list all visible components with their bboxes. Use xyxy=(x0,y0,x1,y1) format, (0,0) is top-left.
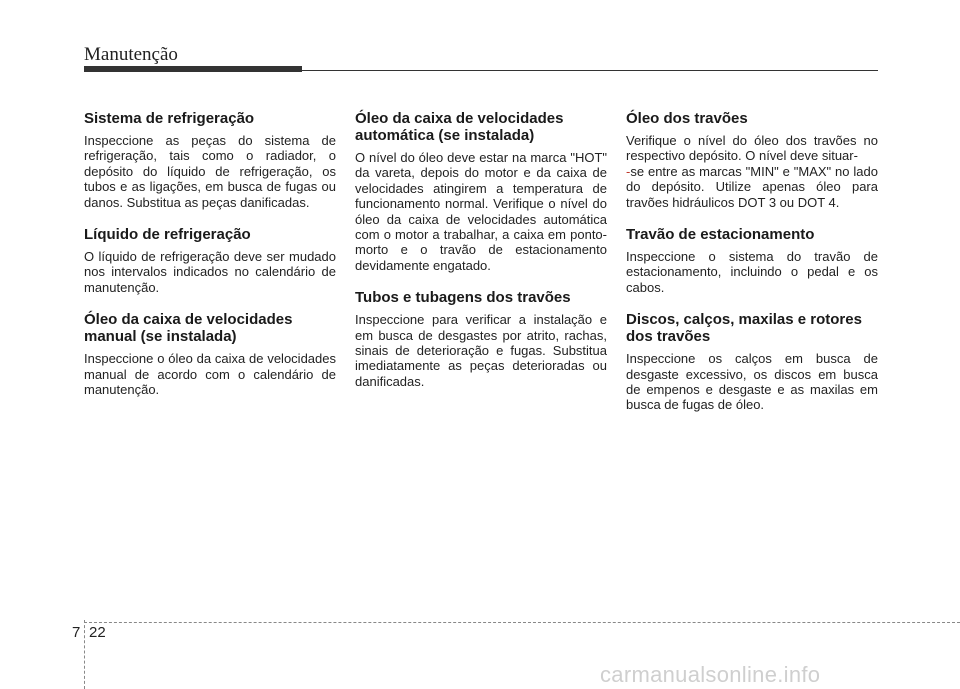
section-title: Tubos e tubagens dos travões xyxy=(355,289,571,307)
section-body: Inspeccione as peças do sistema de refrigeração, tais como o radiador, o depósito do líquido de refrigeração, os tubos e as ligações, em busca de fugas ou danos. Substitua as peças danificadas. xyxy=(84,133,336,210)
page-number: 22 xyxy=(89,624,106,641)
hyphen-mark: - xyxy=(626,163,631,179)
section-body-part-a: Verifique o nível do óleo dos travões no respectivo depósito. O nível deve situar- xyxy=(626,133,878,164)
section-body: O líquido de refrigeração deve ser mudado nos intervalos indicados no calendário de manutenção. xyxy=(84,249,336,295)
section-body: O nível do óleo deve estar na marca "HOT" da vareta, depois do motor e da caixa de velocidades atingirem a temperatura de funcionamento normal. Verifique o nível do óleo da caixa de velocidades automática com o motor a trabalhar, a caixa em ponto-morto e o travão de estacionamento devidamente engatado. xyxy=(355,150,607,273)
page-title: Manutenção xyxy=(84,44,178,65)
section-body: Inspeccione os calços em busca de desgaste excessivo, os discos em busca de empenos e desgaste e as maxilas em busca de fugas de óleo. xyxy=(626,351,878,413)
section-brake-fluid xyxy=(626,110,878,210)
chapter-number: 7 xyxy=(72,624,81,641)
section-body xyxy=(626,133,878,210)
section-title: Líquido de refrigeração xyxy=(84,226,251,244)
header-rule-thick xyxy=(84,66,302,72)
footer-divider xyxy=(84,620,85,689)
section-body: Inspeccione o sistema do travão de estacionamento, incluindo o pedal e os cabos. xyxy=(626,249,878,295)
section-brake-hoses xyxy=(355,289,607,389)
section-manual-transmission-oil xyxy=(84,311,336,397)
column-2 xyxy=(355,110,607,405)
header-rule-thin xyxy=(84,70,878,71)
section-body: Inspeccione o óleo da caixa de velocidades manual de acordo com o calendário de manutenção. xyxy=(84,351,336,398)
section-title: Óleo dos travões xyxy=(626,110,748,127)
section-title: Óleo da caixa de velocidades automática (se instalada) xyxy=(355,110,564,144)
footer-rule xyxy=(84,622,960,623)
column-1 xyxy=(84,110,336,413)
section-brake-discs xyxy=(626,311,878,413)
section-title: Sistema de refrigeração xyxy=(84,110,255,127)
section-automatic-transmission-oil xyxy=(355,110,607,273)
section-cooling-system xyxy=(84,110,336,210)
section-body-part-b: se entre as marcas "MIN" e "MAX" no lado do depósito. Utilize apenas óleo para travões hidráulicos DOT 3 ou DOT 4. xyxy=(626,163,878,210)
section-title: Travão de estacionamento xyxy=(626,226,815,244)
watermark: carmanualsonline.info xyxy=(600,662,821,687)
section-title: Discos, calços, maxilas e rotores dos travões xyxy=(626,311,862,346)
section-coolant xyxy=(84,226,336,295)
column-3 xyxy=(626,110,878,429)
section-title: Óleo da caixa de velocidades manual (se instalada) xyxy=(84,311,293,346)
section-body: Inspeccione para verificar a instalação e em busca de desgastes por atrito, rachas, sinais de deterioração e fugas. Substitua imediatamente as peças deterioradas ou danificadas. xyxy=(355,312,607,389)
section-parking-brake xyxy=(626,226,878,295)
